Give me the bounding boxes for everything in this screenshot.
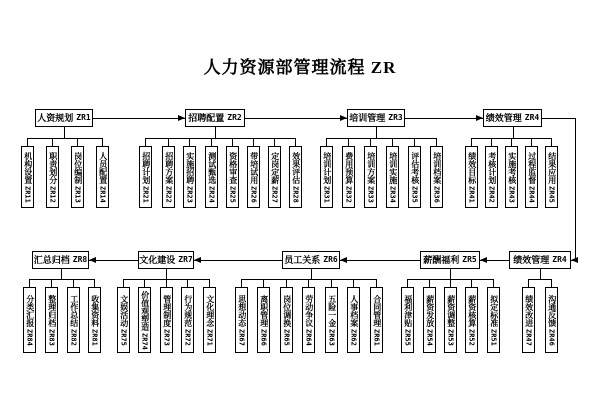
sub-node (268, 146, 281, 208)
sub-node-label: 职责划分 (48, 151, 58, 184)
sub-node (408, 146, 421, 208)
sub-node-label: 人员配置 (98, 151, 108, 184)
connector-stub (308, 279, 309, 287)
sub-node-label: 培训计划 (322, 151, 332, 184)
sub-node (235, 287, 248, 353)
sub-node-code: ZR61 (372, 328, 381, 346)
flow-node (509, 251, 571, 269)
sub-node-label: 福利津贴 (403, 294, 413, 327)
sub-node-text (489, 295, 497, 346)
sub-node-label: 价值观塑造 (140, 290, 150, 331)
sub-node-label: 行为规范 (183, 294, 193, 327)
flow-node-label: 绩效管理 (513, 254, 550, 265)
connector-stub (511, 138, 512, 146)
sub-node-text (23, 152, 31, 203)
sub-node-text (119, 295, 127, 346)
sub-node-label: 拟定标准 (489, 294, 499, 327)
connector-stub (29, 279, 30, 287)
sub-node-text (467, 152, 475, 203)
sub-node-code: ZR54 (425, 328, 434, 346)
sub-node-code: ZR64 (304, 328, 313, 346)
sub-node-label: 绩效改进 (524, 294, 534, 327)
arrow-right-icon (178, 115, 185, 121)
sub-node (257, 287, 270, 353)
connector-stub (528, 279, 529, 287)
flow-node-code: ZR6 (323, 255, 338, 264)
connector-bus (29, 279, 95, 280)
sub-node-label: 思想动态 (237, 294, 247, 327)
connector-stub (187, 279, 188, 287)
sub-node (139, 146, 152, 208)
sub-node (183, 146, 196, 208)
sub-node-code: ZR14 (98, 185, 107, 203)
sub-node-label: 机构设置 (23, 151, 33, 184)
sub-node-code: ZR63 (327, 328, 336, 346)
connector-stub (407, 279, 408, 287)
connector-stub (376, 279, 377, 287)
sub-node-code: ZR72 (183, 328, 192, 346)
flow-node-label: 培训管理 (349, 112, 386, 123)
flow-node-code: ZR2 (227, 113, 242, 122)
sub-node (545, 146, 558, 208)
sub-node-text (487, 152, 495, 203)
connector-stub (241, 279, 242, 287)
sub-node (46, 146, 59, 208)
sub-node-code: ZR46 (547, 328, 556, 346)
sub-node-text (25, 295, 33, 346)
sub-node-label: 带培试用 (249, 151, 259, 184)
sub-node-text (366, 152, 374, 203)
connector-drop (540, 269, 541, 279)
sub-node-text (507, 152, 515, 203)
sub-node (138, 287, 151, 353)
flow-node-code: ZR1 (76, 113, 91, 122)
flow-line (93, 118, 185, 119)
sub-node (302, 287, 315, 353)
connector-stub (166, 279, 167, 287)
connector-stub (232, 138, 233, 146)
sub-node-text (344, 152, 352, 203)
sub-node-label: 测试甄选 (207, 151, 217, 184)
sub-node (525, 146, 538, 208)
connector-drop (450, 269, 451, 279)
sub-node-label: 定岗定薪 (270, 151, 280, 184)
connector-stub (211, 138, 212, 146)
sub-node-label: 费用预算 (344, 151, 354, 184)
sub-node-text (207, 152, 215, 203)
arrow-left-icon (194, 257, 201, 263)
sub-node-code: ZR31 (322, 185, 331, 203)
connector-stub (493, 279, 494, 287)
sub-node-label: 评估考核 (410, 151, 420, 184)
flow-node-code: ZR4 (552, 255, 567, 264)
sub-node-text (90, 295, 98, 346)
sub-node-code: ZR11 (23, 185, 32, 203)
sub-node-code: ZR26 (249, 185, 258, 203)
sub-node-text (446, 295, 454, 346)
sub-node-code: ZR33 (366, 185, 375, 203)
connector-stub (286, 279, 287, 287)
sub-node (505, 146, 518, 208)
sub-node-code: ZR25 (228, 185, 237, 203)
sub-node (444, 287, 457, 353)
sub-node-label: 资格审查 (228, 151, 238, 184)
connector-stub (331, 279, 332, 287)
sub-node-label: 薪资调整 (446, 294, 456, 327)
connector-stub (471, 138, 472, 146)
sub-node-text (183, 295, 191, 346)
connector-drop (166, 269, 167, 279)
sub-node-code: ZR28 (291, 185, 300, 203)
flow-node-code: ZR7 (178, 255, 193, 264)
connector-stub (326, 138, 327, 146)
sub-node (465, 287, 478, 353)
sub-node-code: ZR21 (141, 185, 150, 203)
flow-node-code: ZR3 (388, 113, 403, 122)
flow-node (483, 109, 542, 127)
sub-node-label: 分类汇报 (25, 294, 35, 327)
flow-node-code: ZR4 (524, 113, 540, 122)
connector-stub (429, 279, 430, 287)
sub-node-code: ZR67 (237, 328, 246, 346)
connector-stub (392, 138, 393, 146)
sub-node-text (259, 295, 267, 346)
sub-node (45, 287, 58, 353)
connector-stub (491, 138, 492, 146)
sub-node-text (291, 152, 299, 203)
connector-stub (51, 279, 52, 287)
connector-bus (27, 138, 103, 139)
flow-node (420, 251, 480, 269)
sub-node-code: ZR81 (90, 328, 99, 346)
connector-stub (274, 138, 275, 146)
flow-node-label: 招聘配置 (188, 112, 225, 123)
elbow-v (575, 118, 576, 260)
sub-node-text (249, 152, 257, 203)
sub-node-code: ZR66 (259, 328, 268, 346)
connector-drop (513, 127, 514, 138)
sub-node-label: 收集资料 (90, 294, 100, 327)
flow-node (282, 251, 340, 269)
sub-node-label: 薪资核算 (467, 294, 477, 327)
flow-node-label: 文化建设 (139, 254, 176, 265)
sub-node-text (162, 295, 170, 346)
connector-stub (168, 138, 169, 146)
sub-node (289, 146, 302, 208)
sub-node-label: 岗位调换 (282, 294, 292, 327)
arrow-left-icon (571, 257, 578, 263)
sub-node-label: 招聘方案 (164, 151, 174, 184)
flow-node-label: 薪酬福利 (423, 254, 460, 265)
sub-node-text (372, 295, 380, 346)
sub-node-code: ZR47 (524, 328, 533, 346)
sub-node-text (467, 295, 475, 346)
connector-stub (27, 138, 28, 146)
sub-node (247, 146, 260, 208)
sub-node-label: 五险一金 (327, 294, 337, 327)
connector-stub (436, 138, 437, 146)
sub-node-text (69, 295, 77, 346)
sub-node (386, 146, 399, 208)
connector-stub (189, 138, 190, 146)
flow-node-code: ZR5 (462, 255, 477, 264)
sub-node (347, 287, 360, 353)
sub-node-text (141, 152, 149, 203)
sub-node-label: 沟通反馈 (547, 294, 557, 327)
flow-node (35, 109, 93, 127)
sub-node-code: ZR22 (164, 185, 173, 203)
sub-node-label: 效果评估 (291, 151, 301, 184)
flow-node (185, 109, 245, 127)
sub-node-text (237, 295, 245, 346)
flow-line (89, 260, 138, 261)
connector-stub (353, 279, 354, 287)
sub-node-text (164, 152, 172, 203)
flow-node-label: 员工关系 (284, 254, 321, 265)
connector-stub (295, 138, 296, 146)
sub-node (181, 287, 194, 353)
sub-node (88, 287, 101, 353)
sub-node-label: 离职管理 (259, 294, 269, 327)
sub-node-code: ZR12 (48, 185, 57, 203)
flow-node (347, 109, 405, 127)
sub-node-text (304, 295, 312, 346)
connector-stub (144, 279, 145, 287)
sub-node-code: ZR23 (185, 185, 194, 203)
connector-stub (253, 138, 254, 146)
sub-node-label: 薪资发放 (425, 294, 435, 327)
sub-node-text (73, 152, 81, 203)
flow-line (194, 260, 282, 261)
sub-node-text (327, 295, 335, 346)
sub-node-label: 劳动争议 (304, 294, 314, 327)
sub-node-label: 考核计划 (487, 151, 497, 184)
elbow-h1 (542, 118, 575, 119)
sub-node-code: ZR52 (467, 328, 476, 346)
sub-node-label: 文娱活动 (119, 294, 129, 327)
connector-stub (77, 138, 78, 146)
sub-node-label: 实施考核 (507, 151, 517, 184)
connector-stub (531, 138, 532, 146)
sub-node (162, 146, 175, 208)
sub-node-code: ZR32 (344, 185, 353, 203)
sub-node (23, 287, 36, 353)
connector-bus (326, 138, 437, 139)
sub-node-label: 合同管理 (372, 294, 382, 327)
sub-node-code: ZR13 (73, 185, 82, 203)
sub-node-code: ZR75 (119, 328, 128, 346)
arrow-right-icon (340, 115, 347, 121)
flow-node (32, 251, 89, 269)
sub-node-code: ZR53 (446, 328, 455, 346)
sub-node-code: ZR51 (489, 328, 498, 346)
connector-stub (209, 279, 210, 287)
connector-drop (376, 127, 377, 138)
sub-node-text (403, 295, 411, 346)
sub-node (485, 146, 498, 208)
sub-node (465, 146, 478, 208)
sub-node-label: 绩效目标 (467, 151, 477, 184)
sub-node (280, 287, 293, 353)
sub-node-text (140, 291, 148, 350)
sub-node (205, 146, 218, 208)
connector-drop (311, 269, 312, 279)
flow-node-label: 人资规划 (37, 112, 74, 123)
sub-node-code: ZR34 (388, 185, 397, 203)
connector-stub (145, 138, 146, 146)
connector-bus (528, 279, 552, 280)
sub-node (226, 146, 239, 208)
sub-node-label: 岗位编制 (73, 151, 83, 184)
sub-node-text (185, 152, 193, 203)
sub-node-label: 招聘计划 (141, 151, 151, 184)
connector-stub (348, 138, 349, 146)
sub-node-code: ZR84 (25, 328, 34, 346)
flow-line (245, 118, 347, 119)
sub-node (364, 146, 377, 208)
connector-stub (123, 279, 124, 287)
connector-stub (52, 138, 53, 146)
flow-node (138, 251, 194, 269)
sub-node-code: ZR82 (69, 328, 78, 346)
sub-node (430, 146, 443, 208)
sub-node-text (48, 152, 56, 203)
sub-node-code: ZR41 (467, 185, 476, 203)
connector-stub (551, 138, 552, 146)
flow-node-label: 汇总归档 (33, 254, 70, 265)
connector-stub (551, 279, 552, 287)
sub-node-code: ZR35 (410, 185, 419, 203)
connector-stub (94, 279, 95, 287)
arrow-left-icon (89, 257, 96, 263)
sub-node-label: 人事档案 (349, 294, 359, 327)
sub-node-text (205, 295, 213, 346)
sub-node-code: ZR71 (205, 328, 214, 346)
sub-node (21, 146, 34, 208)
sub-node (423, 287, 436, 353)
flow-line (405, 118, 483, 119)
connector-stub (263, 279, 264, 287)
sub-node (71, 146, 84, 208)
sub-node (342, 146, 355, 208)
sub-node-text (547, 295, 555, 346)
sub-node (160, 287, 173, 353)
connector-stub (414, 138, 415, 146)
sub-node (401, 287, 414, 353)
connector-drop (64, 127, 65, 138)
sub-node-code: ZR42 (487, 185, 496, 203)
sub-node-text (282, 295, 290, 346)
sub-node (370, 287, 383, 353)
sub-node-text (349, 295, 357, 346)
connector-stub (73, 279, 74, 287)
sub-node-text (47, 295, 55, 346)
sub-node-code: ZR74 (140, 332, 149, 350)
sub-node-code: ZR27 (270, 185, 279, 203)
sub-node-text (270, 152, 278, 203)
sub-node-text (228, 152, 236, 203)
sub-node (487, 287, 500, 353)
sub-node-label: 文化理念 (205, 294, 215, 327)
sub-node-code: ZR45 (547, 185, 556, 203)
sub-node-label: 过程监督 (527, 151, 537, 184)
sub-node-text (527, 152, 535, 203)
sub-node-label: 培训方案 (366, 151, 376, 184)
sub-node-label: 培训实施 (388, 151, 398, 184)
sub-node (545, 287, 558, 353)
sub-node-label: 整理归档 (47, 294, 57, 327)
sub-node-label: 结果应用 (547, 151, 557, 184)
sub-node (325, 287, 338, 353)
connector-stub (102, 138, 103, 146)
arrow-right-icon (476, 115, 483, 121)
connector-bus (241, 279, 377, 280)
connector-stub (471, 279, 472, 287)
sub-node-code: ZR62 (349, 328, 358, 346)
sub-node (320, 146, 333, 208)
sub-node-text (524, 295, 532, 346)
sub-node-text (388, 152, 396, 203)
sub-node-text (322, 152, 330, 203)
sub-node-code: ZR55 (403, 328, 412, 346)
sub-node-label: 管理制度 (162, 294, 172, 327)
sub-node-label: 工作总结 (69, 294, 79, 327)
sub-node (67, 287, 80, 353)
sub-node-code: ZR24 (207, 185, 216, 203)
flow-node-code: ZR8 (72, 255, 88, 264)
arrow-left-icon (340, 257, 347, 263)
connector-drop (61, 269, 62, 279)
sub-node-text (410, 152, 418, 203)
flow-node-label: 绩效管理 (485, 112, 522, 123)
page-title: 人力资源部管理流程 ZR (203, 58, 397, 77)
connector-stub (450, 279, 451, 287)
sub-node-code: ZR73 (162, 328, 171, 346)
flow-line (340, 260, 420, 261)
sub-node-label: 培训档案 (432, 151, 442, 184)
sub-node-text (425, 295, 433, 346)
sub-node-code: ZR43 (507, 185, 516, 203)
sub-node (522, 287, 535, 353)
sub-node (96, 146, 109, 208)
sub-node-text (547, 152, 555, 203)
sub-node (117, 287, 130, 353)
sub-node-code: ZR65 (282, 328, 291, 346)
connector-stub (370, 138, 371, 146)
connector-drop (215, 127, 216, 138)
sub-node-text (98, 152, 106, 203)
sub-node-code: ZR36 (432, 185, 441, 203)
sub-node-code: ZR83 (47, 328, 56, 346)
sub-node (203, 287, 216, 353)
sub-node-label: 实施招聘 (185, 151, 195, 184)
sub-node-text (432, 152, 440, 203)
arrow-left-icon (480, 257, 487, 263)
sub-node-code: ZR44 (527, 185, 536, 203)
